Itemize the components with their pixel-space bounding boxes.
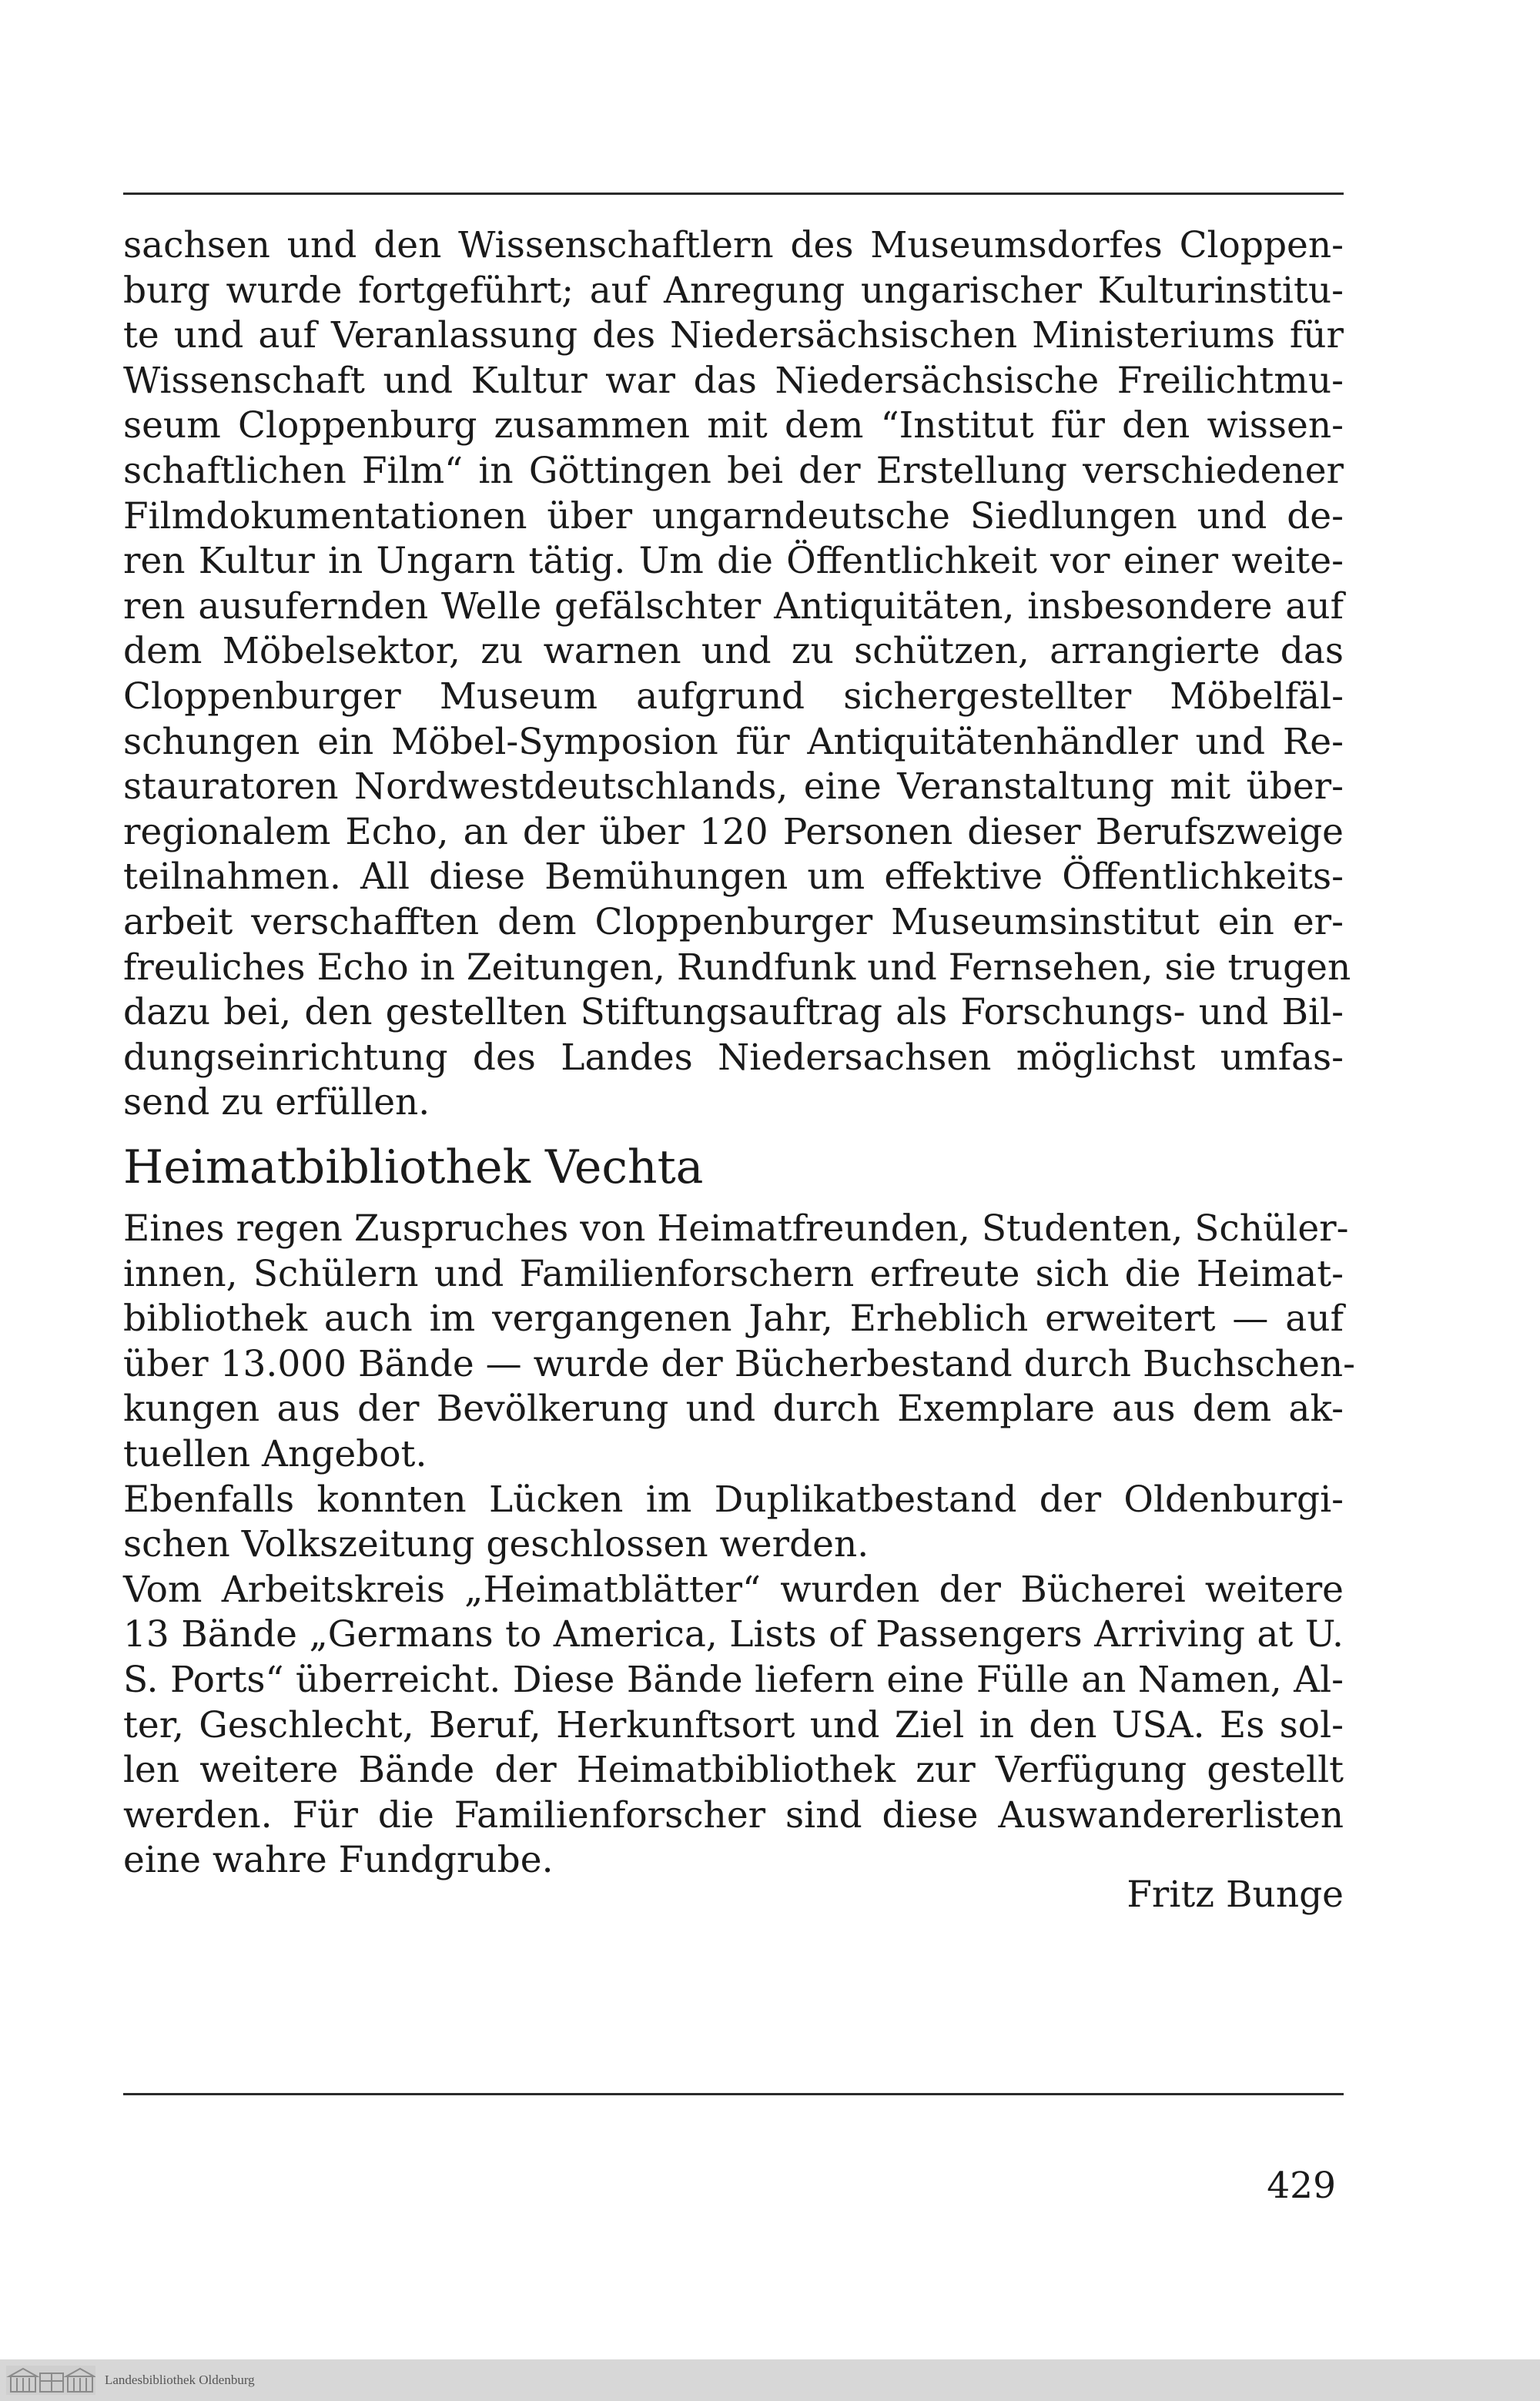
text-line: sachsen und den Wissenschaftlern des Museumsdorfes Cloppen- xyxy=(123,224,1344,266)
paragraph-museum xyxy=(123,223,1351,1126)
text-line: Wissenschaft und Kultur war das Niedersächsische Freilichtmu- xyxy=(123,359,1344,402)
text-line: burg wurde fortgeführt; auf Anregung ungarischer Kulturinstitu- xyxy=(123,269,1344,312)
text-line: werden. Für die Familienforscher sind diese Auswandererlisten xyxy=(123,1793,1344,1837)
text-line: dazu bei, den gestellten Stiftungsauftrag als Forschungs- und Bil- xyxy=(123,991,1344,1034)
text-line: freuliches Echo in Zeitungen, Rundfunk und Fernsehen, sie trugen xyxy=(123,946,1351,989)
page-number: 429 xyxy=(1267,2165,1336,2207)
text-line: ren Kultur in Ungarn tätig. Um die Öffentlichkeit vor einer weite- xyxy=(123,540,1344,583)
text-line: send zu erfüllen. xyxy=(123,1081,430,1124)
text-line: innen, Schülern und Familienforschern erfreute sich die Heimat- xyxy=(123,1252,1344,1295)
text-line: Vom Arbeitskreis „Heimatblätter“ wurden der Bücherei weitere xyxy=(123,1568,1344,1611)
text-line: Eines regen Zuspruches von Heimatfreunden, Studenten, Schüler- xyxy=(123,1207,1349,1250)
footer-library-name: Landesbibliothek Oldenburg xyxy=(105,2373,255,2387)
text-line: teilnahmen. All diese Bemühungen um effektive Öffentlichkeits- xyxy=(123,856,1344,899)
text-line: S. Ports“ überreicht. Diese Bände liefern eine Fülle an Namen, Al- xyxy=(123,1658,1344,1701)
text-line: regionalem Echo, an der über 120 Personen dieser Berufszweige xyxy=(123,810,1344,853)
text-line: 13 Bände „Germans to America, Lists of Passengers Arriving at U. xyxy=(123,1613,1344,1656)
text-line: seum Cloppenburg zusammen mit dem “Institut für den wissen- xyxy=(123,404,1344,447)
text-line: stauratoren Nordwestdeutschlands, eine Veranstaltung mit über- xyxy=(123,765,1344,809)
text-line: Filmdokumentationen über ungarndeutsche Siedlungen und de- xyxy=(123,494,1344,537)
text-line: schungen ein Möbel-Symposion für Antiquitätenhändler und Re- xyxy=(123,720,1344,763)
author-signature: Fritz Bunge xyxy=(1127,1874,1344,1916)
text-line: über 13.000 Bände — wurde der Bücherbestand durch Buchschen- xyxy=(123,1342,1356,1385)
text-line: len weitere Bände der Heimatbibliothek zur Verfügung gestellt xyxy=(123,1749,1344,1792)
text-line: Ebenfalls konnten Lücken im Duplikatbestand der Oldenburgi- xyxy=(123,1478,1344,1521)
text-line: te und auf Veranlassung des Niedersächsischen Ministeriums für xyxy=(123,314,1344,357)
library-building-icon xyxy=(6,2366,95,2395)
top-rule xyxy=(123,193,1344,195)
footer-bar xyxy=(0,2359,1540,2401)
paragraph-heimatbibliothek xyxy=(123,1207,1356,1884)
text-line: ter, Geschlecht, Beruf, Herkunftsort und Ziel in den USA. Es sol- xyxy=(123,1703,1344,1746)
text-line: Cloppenburger Museum aufgrund sichergestellter Möbelfäl- xyxy=(123,675,1344,718)
text-line: tuellen Angebot. xyxy=(123,1432,427,1475)
text-line: eine wahre Fundgrube. xyxy=(123,1839,554,1882)
text-line: dungseinrichtung des Landes Niedersachsen möglichst umfas- xyxy=(123,1036,1344,1079)
text-line: dem Möbelsektor, zu warnen und zu schützen, arrangierte das xyxy=(123,630,1344,673)
text-line: ren ausufernden Welle gefälschter Antiquitäten, insbesondere auf xyxy=(123,584,1344,628)
text-line: schen Volkszeitung geschlossen werden. xyxy=(123,1523,869,1566)
text-line: kungen aus der Bevölkerung und durch Exemplare aus dem ak- xyxy=(123,1388,1344,1431)
text-line: schaftlichen Film“ in Göttingen bei der Erstellung verschiedener xyxy=(123,449,1344,492)
section-heading: Heimatbibliothek Vechta xyxy=(123,1140,704,1194)
text-line: bibliothek auch im vergangenen Jahr, Erheblich erweitert — auf xyxy=(123,1298,1344,1341)
bottom-rule xyxy=(123,2093,1344,2095)
text-line: arbeit verschafften dem Cloppenburger Museumsinstitut ein er- xyxy=(123,900,1344,943)
